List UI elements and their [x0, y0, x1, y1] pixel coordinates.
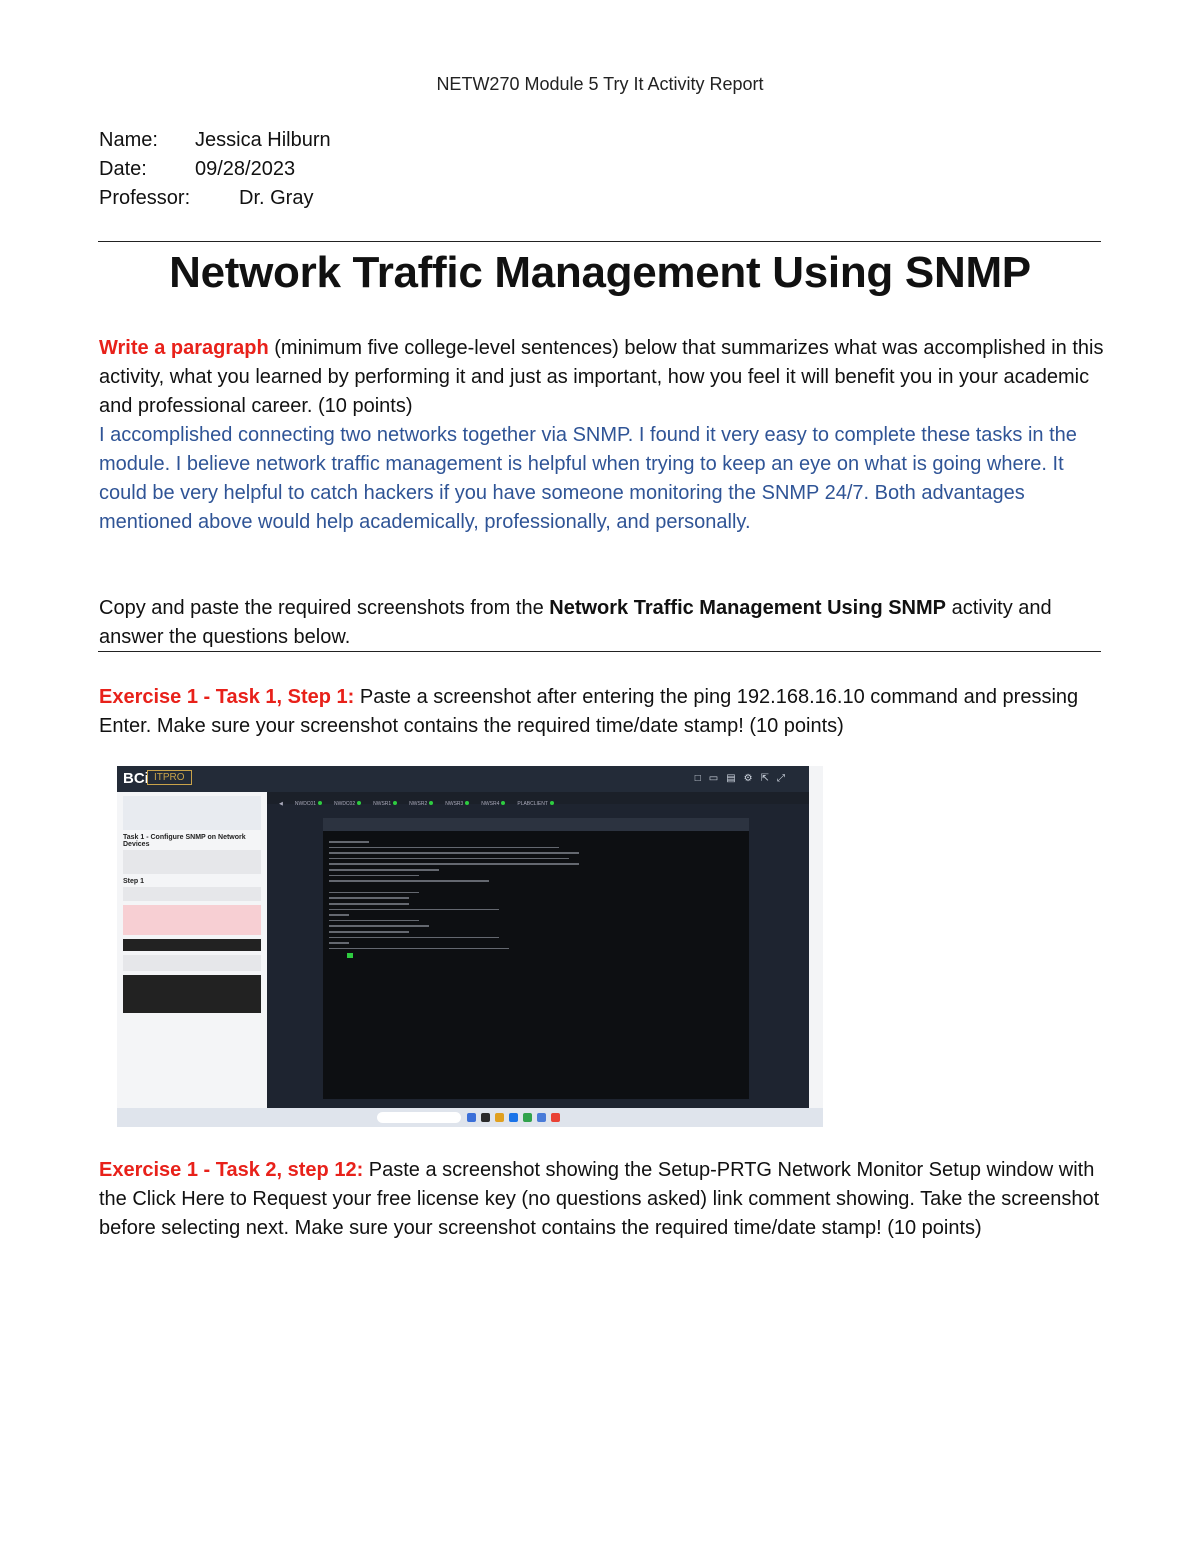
copy-paste-activity: Network Traffic Management Using SNMP: [549, 597, 947, 619]
exercise-2-text: Paste a screenshot showing the Setup-PRTG Network Monitor Setup window with the Click Here to Request your free license key (no questions asked) link comment showing. Take the screenshot before selecting next. Make sure your screenshot contains the required time/date stamp! (10 points): [99, 1159, 1100, 1239]
screenshot-sidebar-text: [123, 850, 261, 874]
screenshot-right-toolbar: [809, 766, 823, 1108]
exercise-1-label: Exercise 1 - Task 1, Step 1:: [99, 686, 355, 708]
name-label: Name:: [99, 129, 158, 151]
divider-top: [98, 241, 1101, 242]
name-value: Jessica Hilburn: [195, 129, 331, 151]
exercise-1-text: Paste a screenshot after entering the ping 192.168.16.10 command and pressing Enter. Make sure your screenshot contains the required time/date stamp! (10 points): [99, 686, 1079, 737]
professor-label: Professor:: [99, 187, 191, 209]
screenshot-terminal: [323, 831, 749, 1099]
instructions-paragraph: [99, 334, 1109, 421]
exercise-1-prompt: [99, 683, 1109, 741]
embedded-screenshot: [117, 766, 823, 1127]
screenshot-code-box: [123, 939, 261, 951]
screenshot-step-heading: Step 1: [123, 878, 145, 885]
copy-paste-instructions: [99, 594, 1109, 652]
date-row: [99, 155, 331, 184]
professor-row: [99, 184, 331, 213]
screenshot-terminal-header: [323, 818, 749, 831]
document-header: NETW270 Module 5 Try It Activity Report: [436, 74, 764, 94]
copy-paste-post: activity and answer the questions below.: [99, 597, 1052, 648]
screenshot-device-tabs: ◀ NWDC01 NWDC02 NWSR1 NWSR2 NWSR3 NWSR4 PLABCLIENT: [267, 792, 823, 804]
document-title: Network Traffic Management Using SNMP: [169, 248, 1031, 297]
screenshot-sidebar-diagram: [123, 796, 261, 830]
screenshot-taskbar-search: [377, 1112, 461, 1123]
screenshot-sidebar: [117, 792, 267, 1108]
screenshot-step-text: [123, 887, 261, 901]
copy-paste-pre: Copy and paste the required screenshots from the: [99, 597, 550, 619]
student-info: [99, 126, 331, 213]
professor-value: Dr. Gray: [239, 187, 314, 209]
screenshot-topbar: [117, 766, 823, 792]
screenshot-output-text: [123, 955, 261, 971]
date-value: 09/28/2023: [195, 158, 296, 180]
instructions-lead: Write a paragraph: [99, 337, 269, 359]
screenshot-sidebar-heading: Task 1 - Configure SNMP on Network Devices: [123, 834, 246, 848]
divider-mid: [98, 651, 1101, 652]
screenshot-taskbar: [117, 1108, 823, 1127]
name-row: [99, 126, 331, 155]
screenshot-output-box: [123, 975, 261, 1013]
screenshot-logo: BCi: [123, 770, 149, 787]
exercise-2-label: Exercise 1 - Task 2, step 12:: [99, 1159, 364, 1181]
date-label: Date:: [99, 158, 147, 180]
screenshot-note-box: [123, 905, 261, 935]
exercise-2-prompt: [99, 1156, 1109, 1243]
instructions-text: (minimum five college-level sentences) below that summarizes what was accomplished in this activity, what you learned by performing it and just as important, how you feel it will benefit you in your academic and professional career. (10 points): [99, 337, 1104, 417]
screenshot-terminal-cursor: [347, 953, 353, 958]
answer-paragraph: I accomplished connecting two networks together via SNMP. I found it very easy to complete these tasks in the module. I believe network traffic management is helpful when trying to keep an eye on what is going where. It could be very helpful to catch hackers if you have someone monitoring the SNMP 24/7. Both advantages mentioned above would help academically, professionally, and personally.: [99, 424, 1077, 533]
screenshot-toolbar-icons: □▭▤⚙⇱⤢: [694, 773, 793, 784]
screenshot-logo-sub: ITPRO: [147, 770, 192, 785]
